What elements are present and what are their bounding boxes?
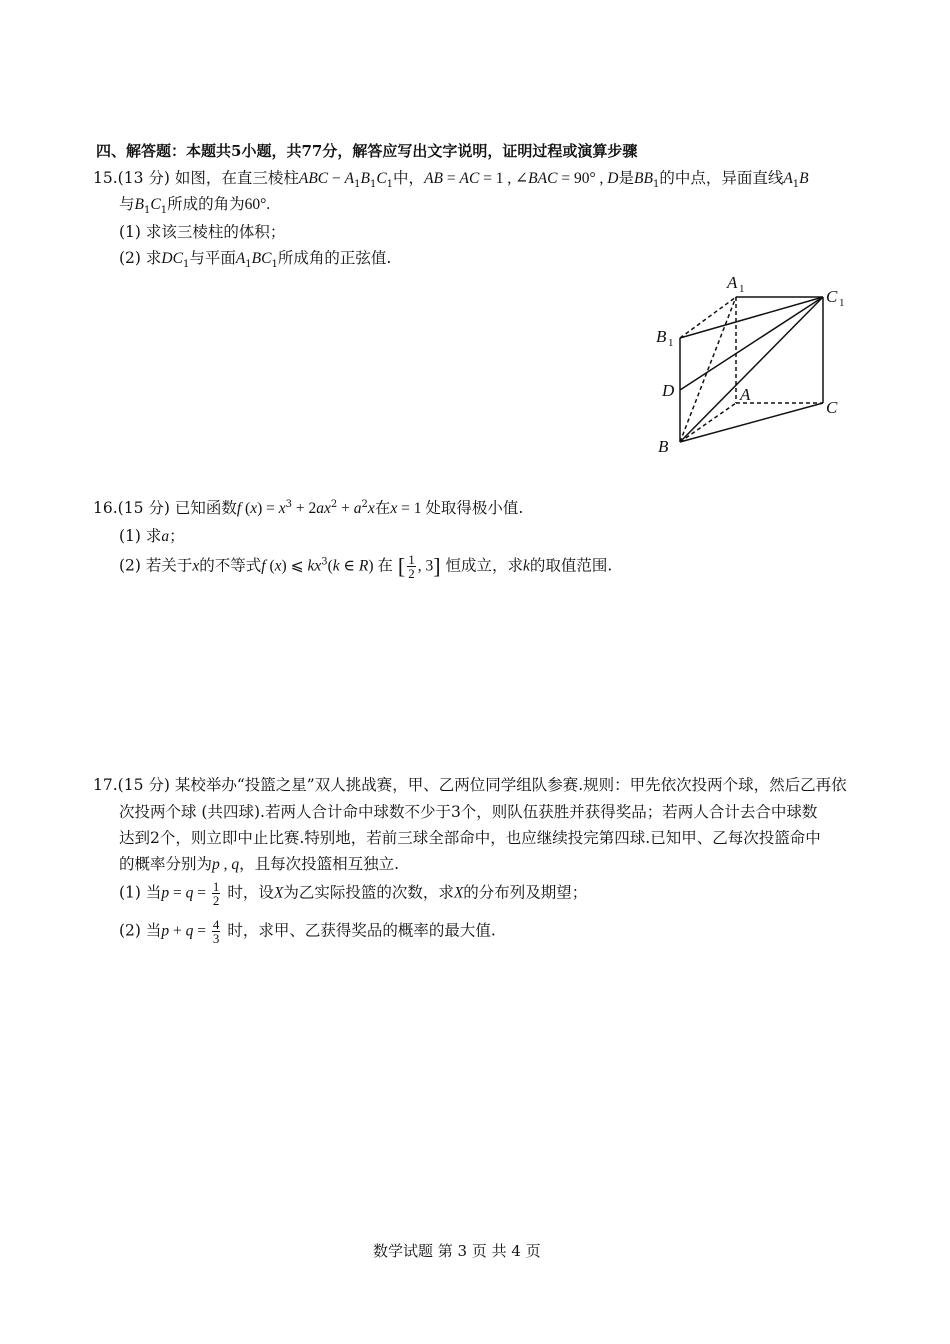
- q16-part2: (2) 若关于x的不等式f (x) ⩽ $kx^3(k$ ∈ R) 在 [ $\frac{1}{2}$ , 3] 恒成立，求k的取值范围.: [119, 552, 613, 581]
- q17-line4: 的概率分别为p , q，且每次投篮相互独立.: [119, 855, 400, 873]
- label-C1: C: [826, 287, 838, 306]
- label-A: A: [740, 385, 751, 404]
- svg-text:1: 1: [668, 337, 674, 349]
- q15-line1: 15.(13 分) 如图，在直三棱柱ABC − $A_1B_1C_1$中，AB = AC = 1 , ∠BAC = 90° , D是$BB_1$的中点，异面直线$A_1B$: [93, 169, 809, 191]
- label-C: C: [826, 398, 838, 417]
- svg-text:1: 1: [739, 283, 745, 295]
- q16-part1: (1) 求a；: [119, 527, 185, 545]
- label-A1: A: [727, 273, 738, 292]
- q17-line2: 次投两个球 (共四球).若两人合计命中球数不少于3个，则队伍获胜并获得奖品；若两人合计去合中球数: [119, 803, 818, 821]
- q17-part2: (2) 当p + q = $\frac{4}{3}$ 时，求甲、乙获得奖品的概率的最大值.: [119, 917, 496, 946]
- section-title: 四、解答题：本题共5小题，共77分，解答应写出文字说明，证明过程或演算步骤: [96, 142, 638, 160]
- label-D: D: [662, 381, 675, 400]
- page-footer: 数学试题 第 3 页 共 4 页: [373, 1242, 541, 1260]
- label-B: B: [658, 437, 669, 456]
- q15-part2: (2) 求$DC_1$与平面$A_1BC_1$所成角的正弦值.: [119, 249, 392, 271]
- q15-line2: 与$B_1C_1$所成的角为60°.: [119, 195, 271, 217]
- prism-figure: [650, 270, 860, 460]
- q16-line1: 16.(15 分) 已知函数f $(x) = x^3 + 2ax^2 + a^2x$在x = 1 处取得极小值.: [93, 498, 524, 517]
- label-B1: B: [656, 327, 667, 346]
- q15-part1: (1) 求该三棱柱的体积；: [119, 223, 286, 241]
- svg-text:1: 1: [839, 297, 845, 309]
- q17-line3: 达到2个，则立即中止比赛.特别地，若前三球全部命中，也应继续投完第四球.已知甲、乙每次投篮命中: [119, 829, 821, 847]
- q17-part1: (1) 当p = q = $\frac{1}{2}$ 时，设X为乙实际投篮的次数，求X的分布列及期望；: [119, 879, 588, 908]
- q17-line1: 17.(15 分) 某校举办“投篮之星”双人挑战赛，甲、乙两位同学组队参赛.规则：甲先依次投两个球，然后乙再依: [93, 776, 847, 794]
